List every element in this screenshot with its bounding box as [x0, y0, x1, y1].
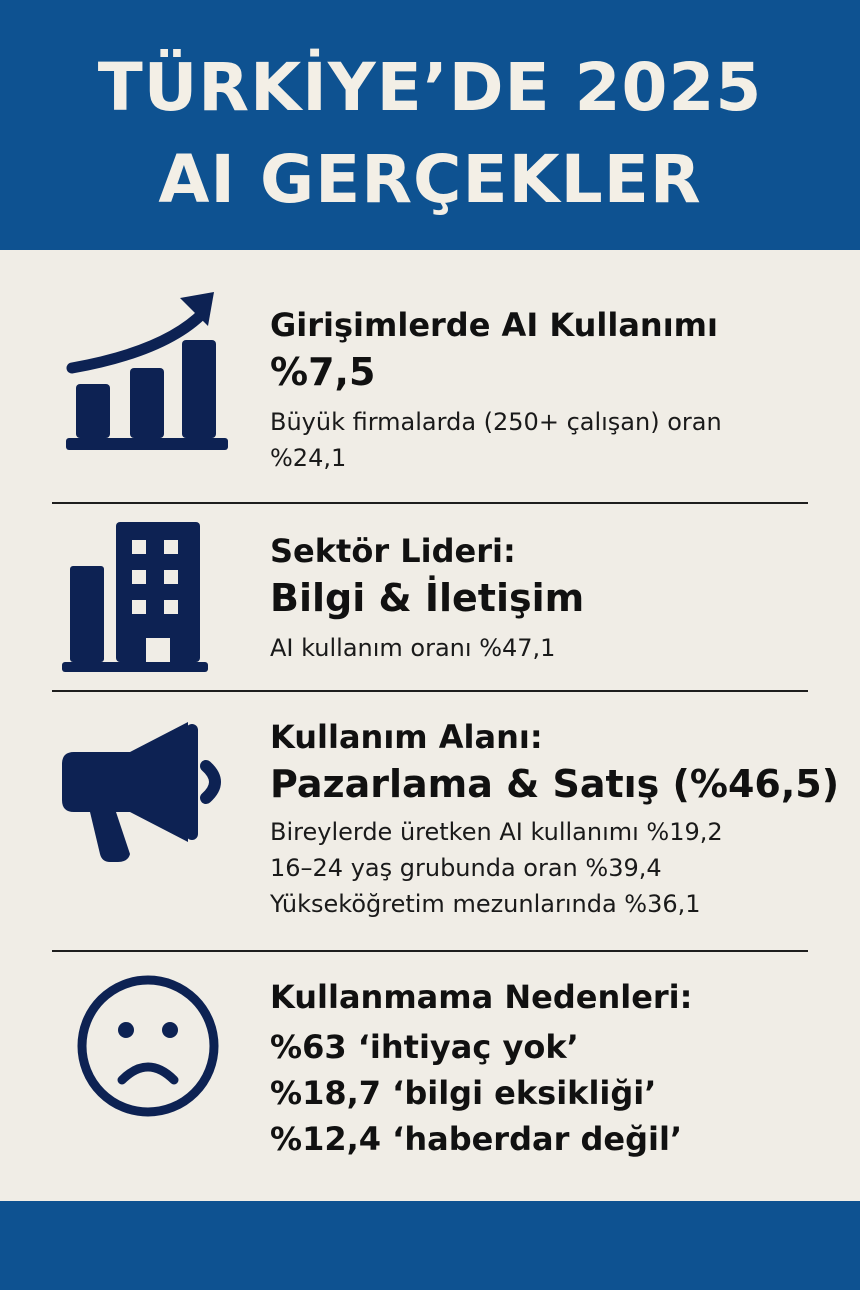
- section-divider: [52, 502, 808, 504]
- bar-chart-growth-icon: [62, 290, 232, 452]
- megaphone-icon: [58, 716, 228, 866]
- section-detail: 16–24 yaş grubunda oran %39,4: [270, 854, 662, 882]
- header-banner: [0, 0, 860, 250]
- reason-item: %18,7 ‘bilgi eksikliği’: [270, 1074, 657, 1112]
- section-usage-area: [0, 706, 860, 946]
- section-divider: [52, 950, 808, 952]
- section-detail: Yükseköğretim mezunlarında %36,1: [270, 890, 701, 918]
- office-building-icon: [60, 520, 210, 676]
- section-divider: [52, 690, 808, 692]
- reason-item: %63 ‘ihtiyaç yok’: [270, 1028, 579, 1066]
- page-title-line-1: TÜRKİYE’DE 2025: [97, 49, 763, 126]
- section-detail: %24,1: [270, 444, 347, 472]
- section-value: %7,5: [270, 350, 376, 394]
- section-value: Pazarlama & Satış (%46,5): [270, 762, 840, 806]
- footer-banner: [0, 1201, 860, 1290]
- section-heading: Sektör Lideri:: [270, 532, 516, 570]
- section-heading: Kullanım Alanı:: [270, 718, 543, 756]
- section-heading: Girişimlerde AI Kullanımı: [270, 306, 718, 344]
- section-enterprise-ai-usage: [0, 290, 860, 500]
- section-value: Bilgi & İletişim: [270, 576, 585, 620]
- section-detail: Büyük firmalarda (250+ çalışan) oran: [270, 408, 722, 436]
- section-detail: AI kullanım oranı %47,1: [270, 634, 556, 662]
- section-detail: Bireylerde üretken AI kullanımı %19,2: [270, 818, 723, 846]
- reason-item: %12,4 ‘haberdar değil’: [270, 1120, 683, 1158]
- sad-face-icon: [74, 972, 222, 1120]
- section-sector-leader: [0, 518, 860, 688]
- section-non-usage-reasons: [0, 968, 860, 1188]
- section-heading: Kullanmama Nedenleri:: [270, 978, 693, 1016]
- page-title-line-2: AI GERÇEKLER: [158, 141, 702, 218]
